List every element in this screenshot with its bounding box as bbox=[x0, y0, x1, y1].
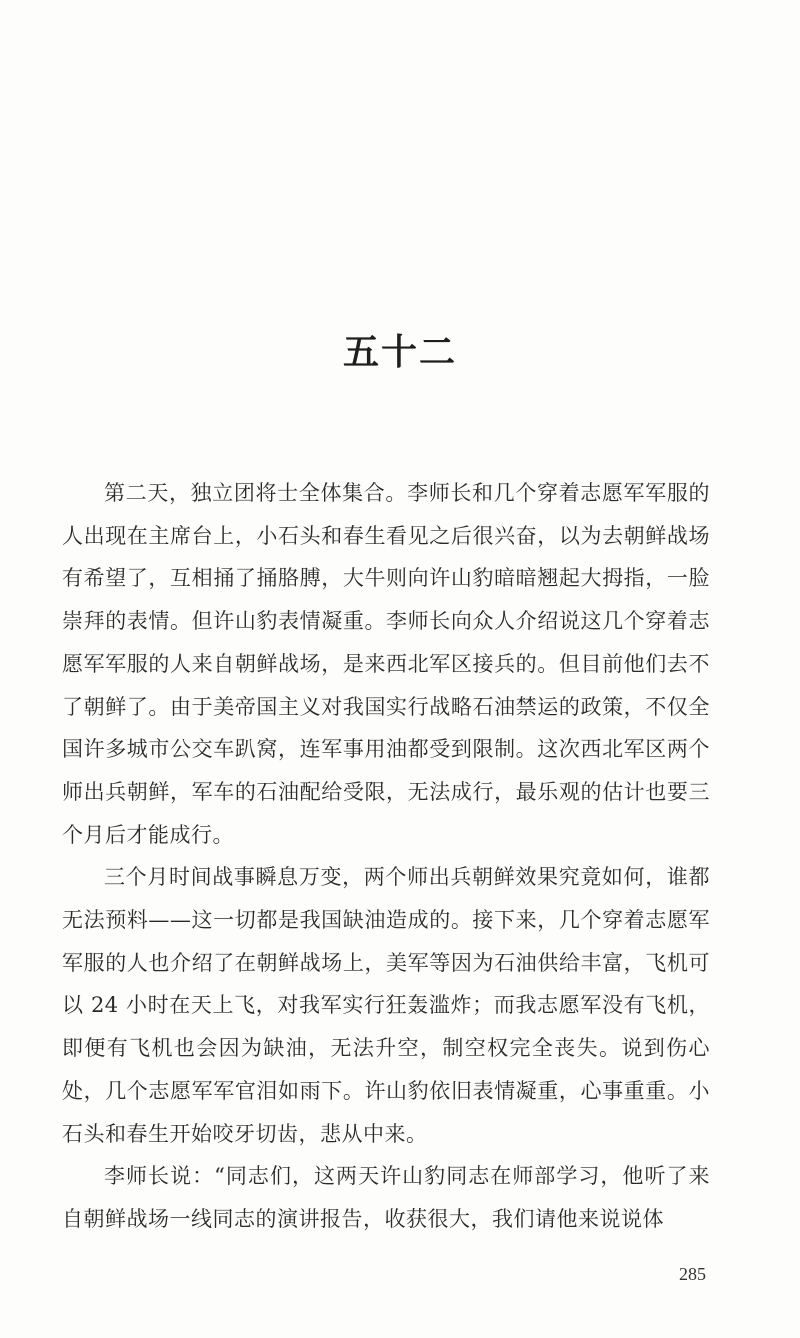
page-number: 285 bbox=[679, 1264, 706, 1284]
body-text bbox=[62, 472, 710, 1241]
chapter-title: 五十二 bbox=[342, 331, 457, 374]
paragraph-3: 李师长说：“同志们，这两天许山豹同志在师部学习，他听了来自朝鲜战场一线同志的演讲报告，收获很大，我们请他来说说体 bbox=[62, 1164, 710, 1231]
paragraph-2: 三个月时间战事瞬息万变，两个师出兵朝鲜效果究竟如何，谁都无法预料——这一切都是我国缺油造成的。接下来，几个穿着志愿军军服的人也介绍了在朝鲜战场上，美军等因为石油供给丰富，飞机可以 24 小时在天上飞，对我军实行狂轰滥炸；而我志愿军没有飞机，即便有飞机也会因为缺油，无法升空，制空权完全丧失。说到伤心处，几个志愿军军官泪如雨下。许山豹依旧表情凝重，心事重重。小石头和春生开始咬牙切齿，悲从中来。 bbox=[62, 865, 710, 1146]
paragraph-1: 第二天，独立团将士全体集合。李师长和几个穿着志愿军军服的人出现在主席台上，小石头和春生看见之后很兴奋，以为去朝鲜战场有希望了，互相捅了捅胳膊，大牛则向许山豹暗暗翘起大拇指，一脸崇拜的表情。但许山豹表情凝重。李师长向众人介绍说这几个穿着志愿军军服的人来自朝鲜战场，是来西北军区接兵的。但目前他们去不了朝鲜了。由于美帝国主义对我国实行战略石油禁运的政策，不仅全国许多城市公交车趴窝，连军事用油都受到限制。这次西北军区两个师出兵朝鲜，军车的石油配给受限，无法成行，最乐观的估计也要三个月后才能成行。 bbox=[62, 481, 710, 847]
